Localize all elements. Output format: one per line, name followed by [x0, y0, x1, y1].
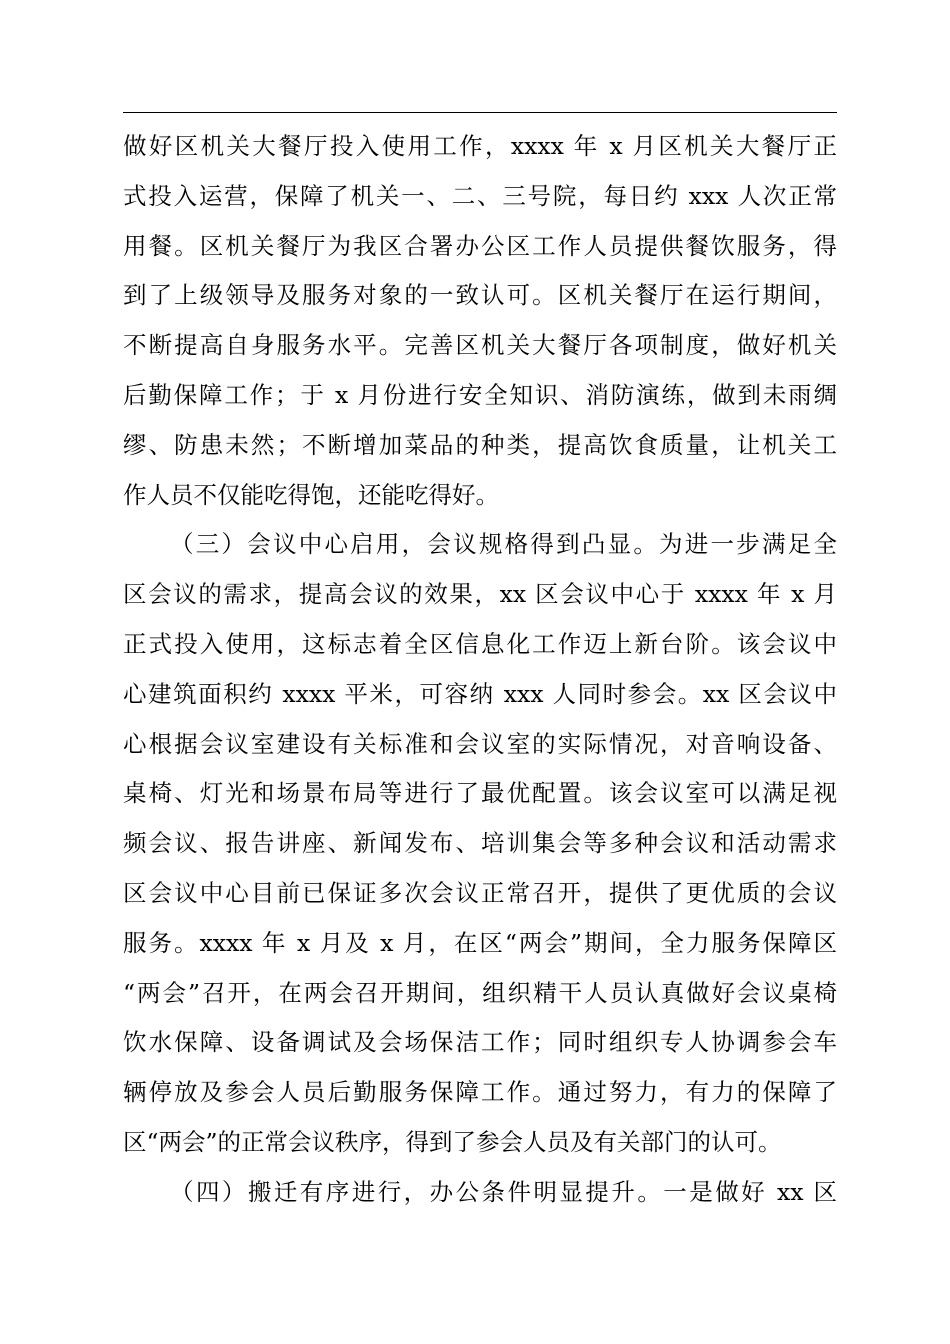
text-line: 不断提高自身服务水平。完善区机关大餐厅各项制度，做好机关: [123, 331, 837, 360]
text-line: 区会议中心目前已保证多次会议正常召开，提供了更优质的会议: [123, 878, 837, 907]
header-rule: [123, 112, 837, 113]
text-line: 频会议、报告讲座、新闻发布、培训集会等多种会议和活动需求: [123, 829, 837, 858]
section-heading-line: （四）搬迁有序进行，办公条件明显提升。一是做好 xx 区: [170, 1177, 837, 1206]
text-line: 区会议的需求，提高会议的效果，xx 区会议中心于 xxxx 年 x 月: [123, 580, 837, 609]
text-line: 心根据会议室建设有关标准和会议室的实际情况，对音响设备、: [123, 729, 837, 758]
text-line: 后勤保障工作；于 x 月份进行安全知识、消防演练，做到未雨绸: [123, 380, 837, 409]
section-heading-line: （三）会议中心启用，会议规格得到凸显。为进一步满足全: [170, 530, 837, 559]
text-line: “两会”召开，在两会召开期间，组织精干人员认真做好会议桌椅: [123, 978, 837, 1007]
text-line: 桌椅、灯光和场景布局等进行了最优配置。该会议室可以满足视: [123, 779, 837, 808]
text-line: 到了上级领导及服务对象的一致认可。区机关餐厅在运行期间，: [123, 281, 837, 310]
text-line: 饮水保障、设备调试及会场保洁工作；同时组织专人协调参会车: [123, 1028, 837, 1057]
text-line: 心建筑面积约 xxxx 平米，可容纳 xxx 人同时参会。xx 区会议中: [123, 679, 837, 708]
body-text: [123, 122, 837, 1218]
text-line: 作人员不仅能吃得饱，还能吃得好。: [123, 480, 499, 509]
text-line: 辆停放及参会人员后勤服务保障工作。通过努力，有力的保障了: [123, 1078, 837, 1107]
text-line: 缪、防患未然；不断增加菜品的种类，提高饮食质量，让机关工: [123, 430, 837, 459]
text-line: 正式投入使用，这标志着全区信息化工作迈上新台阶。该会议中: [123, 629, 837, 658]
text-line: 式投入运营，保障了机关一、二、三号院，每日约 xxx 人次正常: [123, 181, 837, 210]
text-line: 做好区机关大餐厅投入使用工作，xxxx 年 x 月区机关大餐厅正: [123, 132, 837, 160]
text-line: 服务。xxxx 年 x 月及 x 月，在区“两会”期间，全力服务保障区: [123, 928, 837, 957]
text-line: 区“两会”的正常会议秩序，得到了参会人员及有关部门的认可。: [123, 1127, 782, 1156]
text-line: 用餐。区机关餐厅为我区合署办公区工作人员提供餐饮服务，得: [123, 231, 837, 260]
